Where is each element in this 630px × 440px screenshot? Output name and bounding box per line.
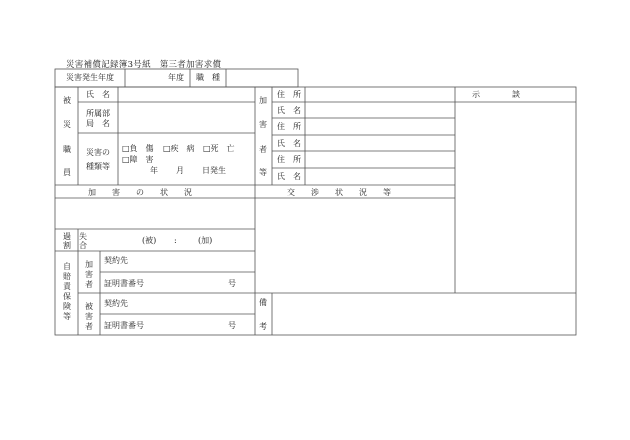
fault-ratio-label-top: 過 失: [63, 232, 87, 241]
year-of-disaster-label: 災害発生年度: [66, 73, 114, 82]
damage-situation-header: 加 害 の 状 況: [88, 188, 192, 197]
option-disability[interactable]: □障 害: [122, 155, 154, 164]
victim-name-label: 氏 名: [86, 90, 110, 99]
perp-row-address-2: 住 所: [277, 122, 301, 131]
insurance-perpetrator-label: 加害者: [85, 260, 93, 289]
fault-ratio-colon: :: [174, 236, 177, 245]
victim-side-char-2: 災: [63, 120, 71, 129]
victim-cert-label: 証明書番号: [104, 321, 144, 330]
perp-row-name-1: 氏 名: [277, 106, 301, 115]
fault-ratio-victim-mark: (被): [142, 236, 157, 245]
form-title: 災害補償記録簿3号紙 第三者加害求償: [66, 60, 222, 70]
perp-row-name-3: 氏 名: [277, 172, 301, 181]
perp-side-char-3: 者: [259, 145, 267, 154]
type-label-line2: 種類等: [86, 162, 110, 171]
insurance-victim-label: 被害者: [85, 302, 93, 331]
option-injury[interactable]: □負 傷: [122, 144, 154, 153]
victim-contract-label: 契約先: [104, 299, 128, 308]
dept-label-line2: 局 名: [86, 119, 110, 128]
perp-row-address-1: 住 所: [277, 90, 301, 99]
perp-side-char-1: 加: [259, 96, 267, 105]
type-label-line1: 災害の: [86, 148, 110, 157]
victim-side-char-3: 職: [63, 145, 71, 154]
dept-label-line1: 所属部: [86, 109, 110, 118]
victim-side-char-1: 被: [63, 96, 71, 105]
perp-cert-label: 証明書番号: [104, 279, 144, 288]
year-suffix: 年度: [168, 73, 184, 82]
perp-side-char-4: 等: [259, 168, 267, 177]
option-death[interactable]: □死 亡: [203, 144, 235, 153]
remarks-char-2: 考: [259, 322, 267, 331]
option-illness[interactable]: □疾 病: [163, 144, 195, 153]
victim-cert-suffix: 号: [228, 321, 236, 330]
fault-ratio-perp-mark: (加): [198, 236, 213, 245]
fault-ratio-label-bottom: 割 合: [63, 241, 87, 250]
perp-side-char-2: 害: [259, 120, 267, 129]
perp-cert-suffix: 号: [228, 279, 236, 288]
date-suffix-label: 日発生: [202, 166, 226, 175]
settlement-label: 示 談: [472, 90, 520, 99]
date-year-label: 年: [150, 166, 158, 175]
perp-row-name-2: 氏 名: [277, 139, 301, 148]
victim-side-char-4: 員: [63, 168, 71, 177]
perp-contract-label: 契約先: [104, 256, 128, 265]
position-label: 職 種: [196, 73, 220, 82]
date-month-label: 月: [176, 166, 184, 175]
perp-row-address-3: 住 所: [277, 155, 301, 164]
remarks-char-1: 備: [259, 298, 267, 307]
insurance-side-label: 自賠責保険等: [63, 262, 71, 321]
negotiation-situation-header: 交 渉 状 況 等: [287, 188, 391, 197]
